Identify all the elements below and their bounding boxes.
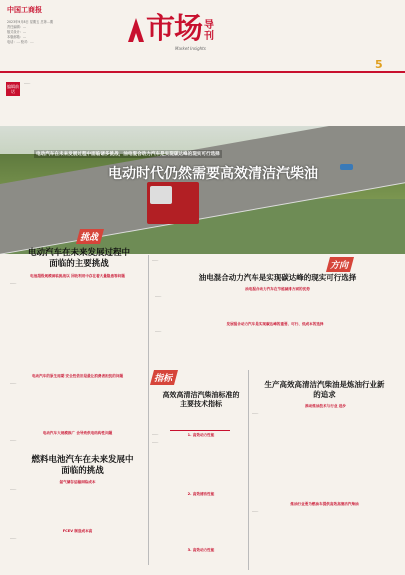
section-subtitle: 2. 高效清洁性能 <box>187 492 215 496</box>
meta-line: 责任编辑：… <box>7 25 27 29</box>
column-divider <box>148 255 149 565</box>
section-subtitle: 3. 高效动力性能 <box>187 548 215 552</box>
truck-cab <box>150 186 172 204</box>
page-subtitle-en: Market Insights <box>175 46 206 51</box>
section-title-production: 生产高效高清洁汽柴油是炼油行业新的追求 <box>264 380 385 399</box>
column-divider <box>248 370 249 570</box>
section-subtitle: 电动汽车大规模推广 会导致供电结构性问题 <box>42 431 113 435</box>
article-body: …… <box>10 438 17 442</box>
meta-line: 本版邮箱：… <box>7 35 27 39</box>
section-subtitle: 1. 高效动力性能 <box>187 433 215 437</box>
section-subtitle: 油电混合动力汽车在节能减排方面的优势 <box>245 287 310 291</box>
section-subtitle: 推动炼油技术与行业 进步 <box>305 404 346 408</box>
section-subtitle: 发展混合动力汽车是实现碳达峰的重要、可行、低成本的选择 <box>226 322 324 326</box>
meta-line: 版式设计：… <box>7 30 27 34</box>
blue-car <box>340 164 353 170</box>
article-body: …… <box>155 329 162 333</box>
section-subtitle: 氢气储存运输面临成本 <box>59 480 96 484</box>
intro-tag: 编辑前话 <box>7 84 19 94</box>
article-body: …… <box>152 432 159 436</box>
article-body: …… <box>252 509 259 513</box>
page-title-main: 市场 <box>146 11 203 45</box>
newspaper-logo: 中国工商报 <box>7 5 42 14</box>
masthead <box>0 0 405 78</box>
section-title-challenge: 电动汽车在未来发展过程中面临的主要挑战 <box>27 248 130 269</box>
subheading-rule <box>170 430 230 431</box>
article-body: …… <box>10 381 17 385</box>
badge-indicator: 指标 <box>150 370 178 385</box>
article-body: …… <box>252 411 259 415</box>
section-subtitle: 电动汽车的原生周期 安全性依旧是最让消费者担忧的问题 <box>31 374 124 378</box>
article-body: …… <box>10 487 17 491</box>
badge-direction: 方向 <box>326 257 354 272</box>
triangle-logo-icon <box>128 18 144 42</box>
meta-line: 电话：… 校对：… <box>7 40 34 44</box>
section-subtitle: 炼油行业要为燃油车提供高效高清洁汽柴油 <box>290 502 359 506</box>
article-body: …… <box>152 258 159 262</box>
page-title <box>128 11 215 45</box>
section-title-direction: 油电混合动力汽车是实现碳达峰的现实可行选择 <box>198 273 357 282</box>
hero-caption: 电动汽车在未来发展过程中面临诸多挑战，油电混合动力汽车是实现碳达峰的现实可行选择 <box>36 152 220 157</box>
article-body: …… <box>152 440 159 444</box>
issue-meta <box>7 20 53 45</box>
section-subtitle: FCEV 制造成本高 <box>62 529 93 533</box>
intro-text: …… <box>24 81 31 85</box>
hero-photo <box>0 126 405 254</box>
section-subtitle: 电池超级规模面临挑战以 回收利用中存在着大量隐患等问题 <box>30 274 125 278</box>
section-title-fuel-cell: 燃料电池汽车在未来发展中面临的挑战 <box>31 455 134 476</box>
meta-line: 2023年9月8日 星期五 总第…期 <box>7 20 54 24</box>
masthead-divider <box>0 71 405 73</box>
article-body: …… <box>10 281 17 285</box>
page-number: 5 <box>375 58 383 71</box>
article-body: …… <box>155 294 162 298</box>
page-title-side: 导刊 <box>204 20 215 42</box>
section-title-indicator: 高效高清洁汽柴油标准的主要技术指标 <box>162 390 240 408</box>
hero-title: 电动时代仍然需要高效清洁汽柴油 <box>108 166 318 182</box>
badge-challenge: 挑战 <box>76 229 104 244</box>
article-body: …… <box>10 536 17 540</box>
